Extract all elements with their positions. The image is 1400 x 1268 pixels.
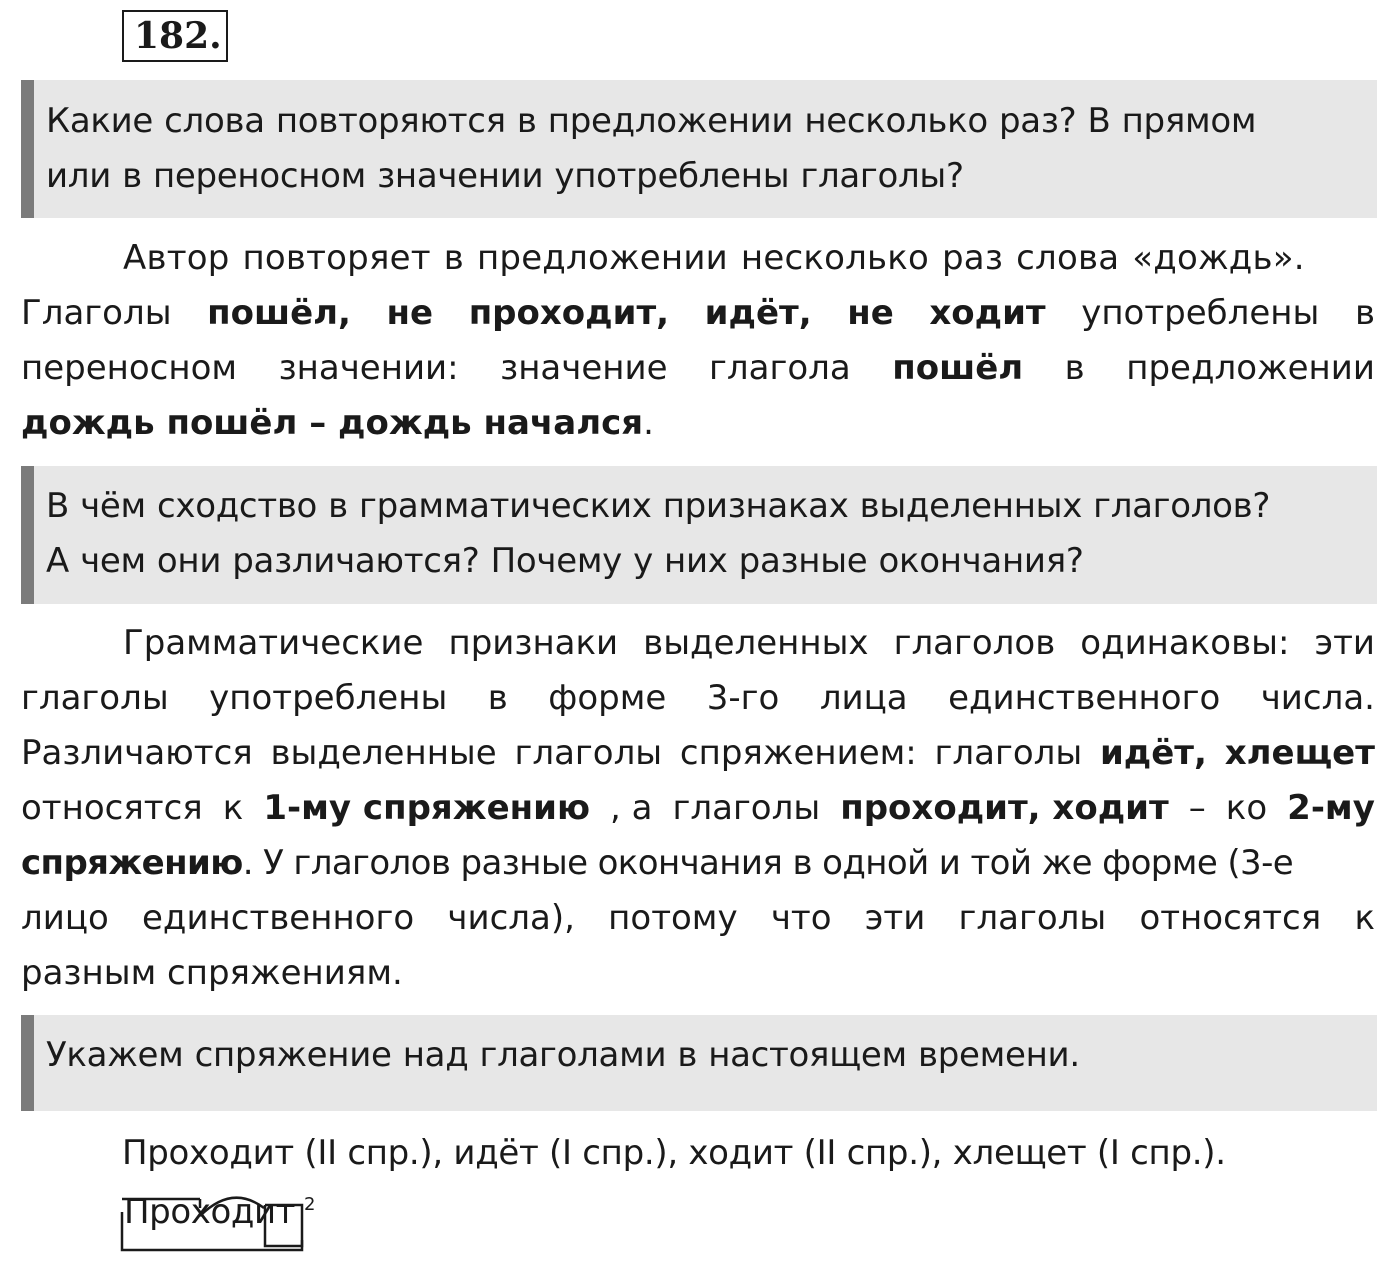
bold-word: не <box>386 293 434 333</box>
question-2-line-1: В чём сходство в грамматических признаках выделенных глаголов? <box>46 486 1271 526</box>
answer-2-line-3 <box>21 726 1375 781</box>
word: – <box>1188 788 1206 828</box>
word: 3-го <box>706 678 780 718</box>
word: лицо <box>21 898 109 938</box>
word: эти <box>864 898 926 938</box>
word: , а <box>610 788 653 828</box>
exercise-number: 182. <box>122 10 228 62</box>
word: значении: <box>278 348 459 388</box>
word: глаголы <box>21 678 169 718</box>
bold-word: пошёл, <box>207 293 351 333</box>
ending-box <box>265 1205 302 1246</box>
stem-bracket <box>122 1212 302 1250</box>
bold-word: ходит <box>929 293 1046 333</box>
answer-2-line-1 <box>21 616 1375 671</box>
bold-word: 2-му <box>1287 788 1375 828</box>
answer-1-line-2 <box>21 286 1375 341</box>
answer-2-line-6 <box>21 891 1375 946</box>
parsed-word: Проходит <box>124 1192 296 1232</box>
question-1-line-2: или в переносном значении употреблены глаголы? <box>46 156 964 196</box>
word: предложении <box>1126 348 1375 388</box>
word: переносном <box>21 348 238 388</box>
word: Грамматические <box>123 623 424 663</box>
bold-word: не <box>847 293 894 333</box>
question-3-line-1: Укажем спряжение над глаголами в настоящем времени. <box>46 1035 1080 1075</box>
answer-1-period: . <box>643 403 654 443</box>
word: глагола <box>709 348 851 388</box>
question-block-2 <box>21 466 1377 604</box>
answer-1-line-3 <box>21 341 1375 396</box>
word: выделенных <box>643 623 869 663</box>
word: ко <box>1225 788 1268 828</box>
bold-word: проходит, <box>468 293 670 333</box>
word: значение <box>500 348 668 388</box>
conjugation-mark: 2 <box>304 1194 316 1215</box>
word: в <box>487 678 508 718</box>
word: единственного <box>142 898 415 938</box>
answer-1-line-4 <box>21 396 1375 451</box>
word: глаголы <box>514 733 663 773</box>
morpheme-parse <box>120 1188 340 1258</box>
word: . У глаголов разные окончания в одной и той же форме (3-е <box>242 843 1294 883</box>
word: лица <box>819 678 908 718</box>
word: единственного <box>948 678 1221 718</box>
word: в <box>1064 348 1085 388</box>
bold-word: 1-му спряжению <box>263 788 590 828</box>
word: эти <box>1314 623 1375 663</box>
word: потому <box>608 898 738 938</box>
answer-block-2 <box>21 616 1375 1001</box>
answer-2-line-2 <box>21 671 1375 726</box>
word: относятся <box>1139 898 1322 938</box>
word: числа), <box>447 898 575 938</box>
answer-2-line-7: разным спряжениям. <box>21 953 403 993</box>
answer-1-bold-phrase: дождь пошёл – дождь начался <box>21 403 644 443</box>
question-block-1 <box>21 80 1377 218</box>
answer-2-line-5 <box>21 836 1375 891</box>
word: глаголы <box>672 788 821 828</box>
word: выделенные <box>270 733 497 773</box>
word: в <box>1354 293 1375 333</box>
bold-word: идёт, <box>704 293 812 333</box>
bold-word: проходит, ходит <box>840 788 1169 828</box>
answer-block-1 <box>21 231 1375 451</box>
word: числа. <box>1260 678 1375 718</box>
word: употреблены <box>1081 293 1320 333</box>
word: к <box>222 788 244 828</box>
question-1-line-1: Какие слова повторяются в предложении несколько раз? В прямом <box>46 101 1257 141</box>
root-arc <box>200 1198 264 1216</box>
word: одинаковы: <box>1080 623 1290 663</box>
word: глаголы <box>958 898 1107 938</box>
word: спряжением: <box>679 733 917 773</box>
word: что <box>770 898 832 938</box>
word: глаголы <box>934 733 1083 773</box>
word: форме <box>548 678 667 718</box>
word: относятся <box>21 788 203 828</box>
bold-word: хлещет <box>1224 733 1375 773</box>
word: Различаются <box>21 733 253 773</box>
bold-word: спряжению <box>21 843 243 883</box>
answer-3-line: Проходит (II спр.), идёт (I спр.), ходит (II спр.), хлещет (I спр.). <box>122 1133 1226 1173</box>
word: признаки <box>448 623 619 663</box>
question-block-3 <box>21 1015 1377 1111</box>
morpheme-marks <box>120 1188 340 1258</box>
question-2-line-2: А чем они различаются? Почему у них разные окончания? <box>46 541 1084 581</box>
word: глаголов <box>893 623 1056 663</box>
answer-2-line-4 <box>21 781 1375 836</box>
bold-word: идёт, <box>1099 733 1207 773</box>
bold-word: пошёл <box>892 348 1024 388</box>
word: употреблены <box>209 678 448 718</box>
word: к <box>1354 898 1375 938</box>
word: Глаголы <box>21 293 172 333</box>
answer-1-line-1: Автор повторяет в предложении несколько раз слова «дождь». <box>123 238 1305 278</box>
